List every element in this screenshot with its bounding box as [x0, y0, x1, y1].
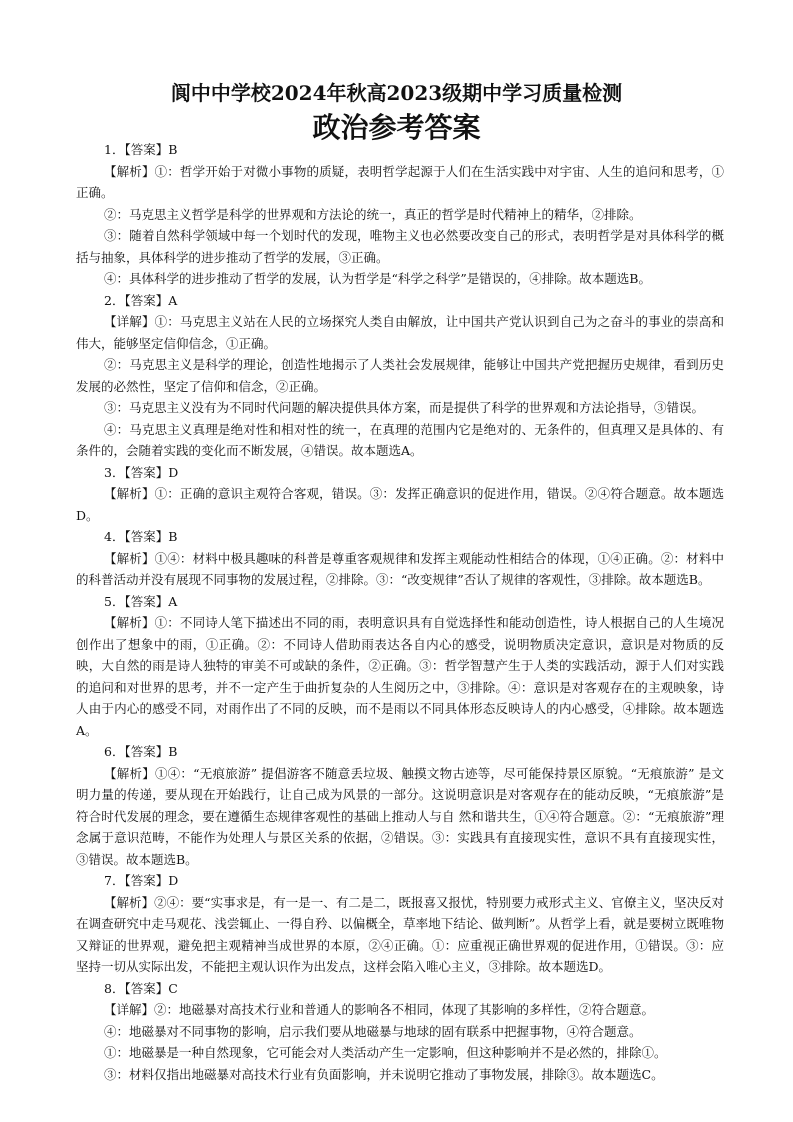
explanation-paragraph: 【解析】①：正确的意识主观符合客观，错误。③：发挥正确意识的促进作用，错误。②④符合题意。故本题选D。	[76, 486, 724, 523]
explanation-paragraph: 【解析】①：不同诗人笔下描述出不同的雨，表明意识具有自觉选择性和能动创造性，诗人根据自己的人生境况创作出了想象中的雨，①正确。②：不同诗人借助雨表达各自内心的感受，说明物质决定意识，意识是对物质的反映，大自然的雨是诗人独特的审美不可或缺的条件，②正确。③：哲学智慧产生于人类的实践活动，源于人们对实践的追问和对世界的思考，并不一定产生于曲折复杂的人生阅历之中，③排除。④：意识是对客观存在的主观映象，诗人由于内心的感受不同，对雨作出了不同的反映，而不是雨以不同具体形态反映诗人的内心感受，④排除。故本题选A。	[76, 615, 724, 738]
explanation-paragraph: ③：马克思主义没有为不同时代问题的解决提供具体方案，而是提供了科学的世界观和方法论指导，③错误。	[104, 400, 705, 415]
answer-line-q7: 7．【答案】D	[104, 873, 179, 888]
explanation-paragraph: 【详解】②：地磁暴对高技术行业和普通人的影响各不相同，体现了其影响的多样性，②符合题意。	[104, 1002, 655, 1017]
explanation-paragraph: 【解析】①④：“无痕旅游” 提倡游客不随意丢垃圾、触摸文物古迹等，尽可能保持景区原貌。“无痕旅游” 是文明力量的传递，要从现在开始践行，让自己成为风景的一部分。这说明意识是对客观存在的能动反映，“无痕旅游”是符合时代发展的理念，要在遵循生态规律客观性的基础上推动人与自 然和谐共生，①④符合题意。②：“无痕旅游”理念属于意识范畴，不能作为处理人与景区关系的依据，②错误。③：实践具有直接现实性，意识不具有直接现实性，③错误。故本题选B。	[76, 765, 724, 867]
answer-line-q1: 1．【答案】B	[104, 142, 178, 157]
explanation-paragraph: 【解析】①：哲学开始于对微小事物的质疑，表明哲学起源于人们在生活实践中对宇宙、人生的追问和思考，①正确。	[76, 163, 724, 200]
explanation-paragraph: ①：地磁暴是一种自然现象，它可能会对人类活动产生一定影响，但这种影响并不是必然的，排除①。	[104, 1045, 667, 1060]
explanation-paragraph: 【详解】①：马克思主义站在人民的立场探究人类自由解放，让中国共产党认识到自己为之奋斗的事业的崇高和伟大，能够坚定信仰信念，①正确。	[76, 314, 724, 351]
answer-line-q5: 5．【答案】A	[104, 593, 178, 609]
answer-line-q6: 6．【答案】B	[104, 744, 178, 759]
explanation-paragraph: ②：马克思主义哲学是科学的世界观和方法论的统一，真正的哲学是时代精神上的精华，②排除。	[104, 206, 642, 222]
answer-content	[76, 139, 724, 1085]
answer-line-q2: 2．【答案】A	[104, 292, 178, 308]
answer-line-q8: 8．【答案】C	[104, 980, 178, 996]
explanation-paragraph: ④：具体科学的进步推动了哲学的发展，认为哲学是“科学之科学”是错误的，④排除。故本题选B。	[104, 271, 651, 286]
explanation-paragraph: ④：地磁暴对不同事物的影响，启示我们要从地磁暴与地球的固有联系中把握事物，④符合题意。	[104, 1023, 642, 1039]
explanation-paragraph: ②：马克思主义是科学的理论，创造性地揭示了人类社会发展规律，能够让中国共产党把握历史规律，看到历史发展的必然性，坚定了信仰和信念，②正确。	[76, 357, 724, 394]
document-title: 阆中中学校2024年秋高2023级期中学习质量检测	[170, 81, 623, 105]
document-subtitle: 政治参考答案	[312, 111, 481, 144]
explanation-paragraph: ③：随着自然科学领域中每一个划时代的发现，唯物主义也必然要改变自己的形式，表明哲学是对具体科学的概括与抽象，具体科学的进步推动了哲学的发展，③正确。	[76, 228, 724, 265]
explanation-paragraph: ④：马克思主义真理是绝对性和相对性的统一，在真理的范围内它是绝对的、无条件的，但真理又是具体的、有条件的，会随着实践的变化而不断发展，④错误。故本题选A。	[76, 421, 724, 458]
explanation-paragraph: ③：材料仅指出地磁暴对高技术行业有负面影响，并未说明它推动了事物发展，排除③。故本题选C。	[104, 1066, 664, 1082]
explanation-paragraph: 【解析】②④：要“实事求是，有一是一、有二是二，既报喜又报忧，特别要力戒形式主义、官僚主义，坚决反对在调查研究中走马观花、浅尝辄止、一得自矜、以偏概全，草率地下结论、做判断”。从哲学上看，就是要树立既唯物又辩证的世界观，避免把主观精神当成世界的本原，②④正确。①：应重视正确世界观的促进作用，①错误。③：应坚持一切从实际出发，不能把主观认识作为出发点，这样会陷入唯心主义，③排除。故本题选D。	[76, 894, 724, 974]
answer-line-q4: 4．【答案】B	[104, 529, 178, 544]
explanation-paragraph: 【解析】①④：材料中极具趣味的科普是尊重客观规律和发挥主观能动性相结合的体现，①④正确。②：材料中的科普活动并没有展现不同事物的发展过程，②排除。③：“改变规律”否认了规律的客观性，③排除。故本题选B。	[76, 550, 724, 587]
answer-line-q3: 3．【答案】D	[104, 464, 179, 480]
